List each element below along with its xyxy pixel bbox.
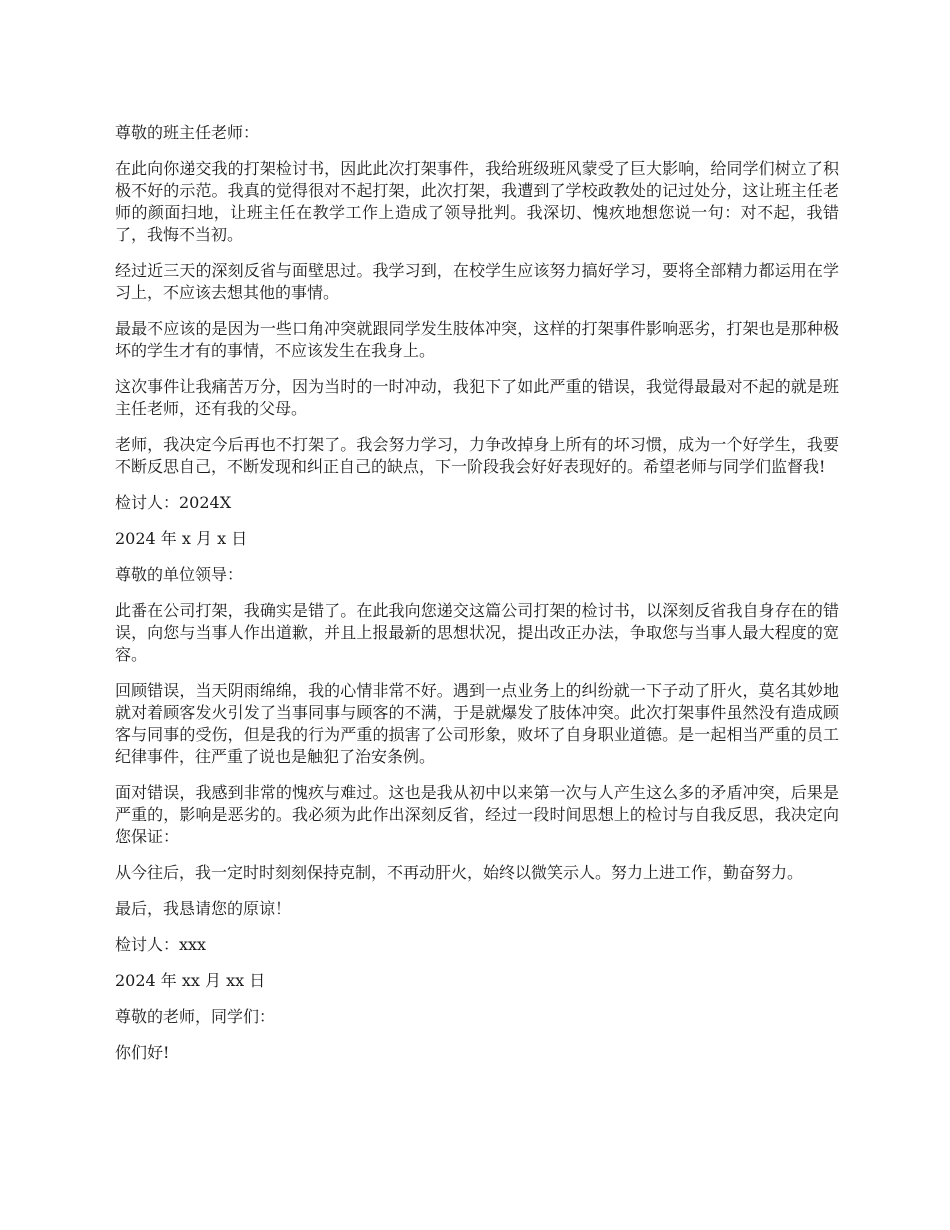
paragraph: 最后，我恳请您的原谅！ (115, 899, 292, 918)
paragraph: 从今往后，我一定时时刻刻保持克制，不再动肝火，始终以微笑示人。努力上进工作，勤奋努力。 (115, 863, 804, 882)
signature-line: 检讨人：2024X (115, 493, 232, 512)
salutation-classmates: 尊敬的老师，同学们： (115, 1007, 276, 1026)
signature-line: 检讨人：xxx (115, 935, 207, 954)
paragraph: 回顾错误，当天阴雨绵绵，我的心情非常不好。遇到一点业务上的纠纷就一下子动了肝火，莫名其妙地就对着顾客发火引发了当事同事与顾客的不满，于是就爆发了肢体冲突。此次打架事件虽然没有造成顾客与同事的受伤，但是我的行为严重的损害了公司形象，败坏了自身职业道德。是一起相当严重的员工纪律事件，往严重了说也是触犯了治安条例。 (115, 681, 839, 766)
document-body (115, 122, 839, 1078)
date-line: 2024 年 xx 月 xx 日 (115, 971, 266, 990)
salutation-teacher: 尊敬的班主任老师： (115, 123, 260, 142)
greeting: 你们好! (115, 1043, 170, 1062)
paragraph: 这次事件让我痛苦万分，因为当时的一时冲动，我犯下了如此严重的错误，我觉得最最对不起的就是班主任老师，还有我的父母。 (115, 377, 839, 418)
paragraph: 最最不应该的是因为一些口角冲突就跟同学发生肢体冲突，这样的打架事件影响恶劣，打架也是那种极坏的学生才有的事情，不应该发生在我身上。 (115, 319, 839, 360)
salutation-leader: 尊敬的单位领导： (115, 565, 244, 584)
paragraph: 此番在公司打架，我确实是错了。在此我向您递交这篇公司打架的检讨书，以深刻反省我自身存在的错误，向您与当事人作出道歉，并且上报最新的思想状况，提出改正办法，争取您与当事人最大程度的宽容。 (115, 601, 839, 664)
paragraph: 在此向你递交我的打架检讨书，因此此次打架事件，我给班级班风蒙受了巨大影响，给同学们树立了积极不好的示范。我真的觉得很对不起打架，此次打架，我遭到了学校政教处的记过处分，这让班主任老师的颜面扫地，让班主任在教学工作上造成了领导批判。我深切、愧疚地想您说一句：对不起，我错了，我悔不当初。 (115, 159, 839, 244)
date-line: 2024 年 x 月 x 日 (115, 529, 248, 548)
paragraph: 面对错误，我感到非常的愧疚与难过。这也是我从初中以来第一次与人产生这么多的矛盾冲突，后果是严重的，影响是恶劣的。我必须为此作出深刻反省，经过一段时间思想上的检讨与自我反思，我决定向您保证： (115, 783, 839, 846)
paragraph: 老师，我决定今后再也不打架了。我会努力学习，力争改掉身上所有的坏习惯，成为一个好学生，我要不断反思自己，不断发现和纠正自己的缺点，下一阶段我会好好表现好的。希望老师与同学们监督我! (115, 435, 839, 476)
paragraph: 经过近三天的深刻反省与面壁思过。我学习到，在校学生应该努力搞好学习，要将全部精力都运用在学习上，不应该去想其他的事情。 (115, 261, 839, 302)
